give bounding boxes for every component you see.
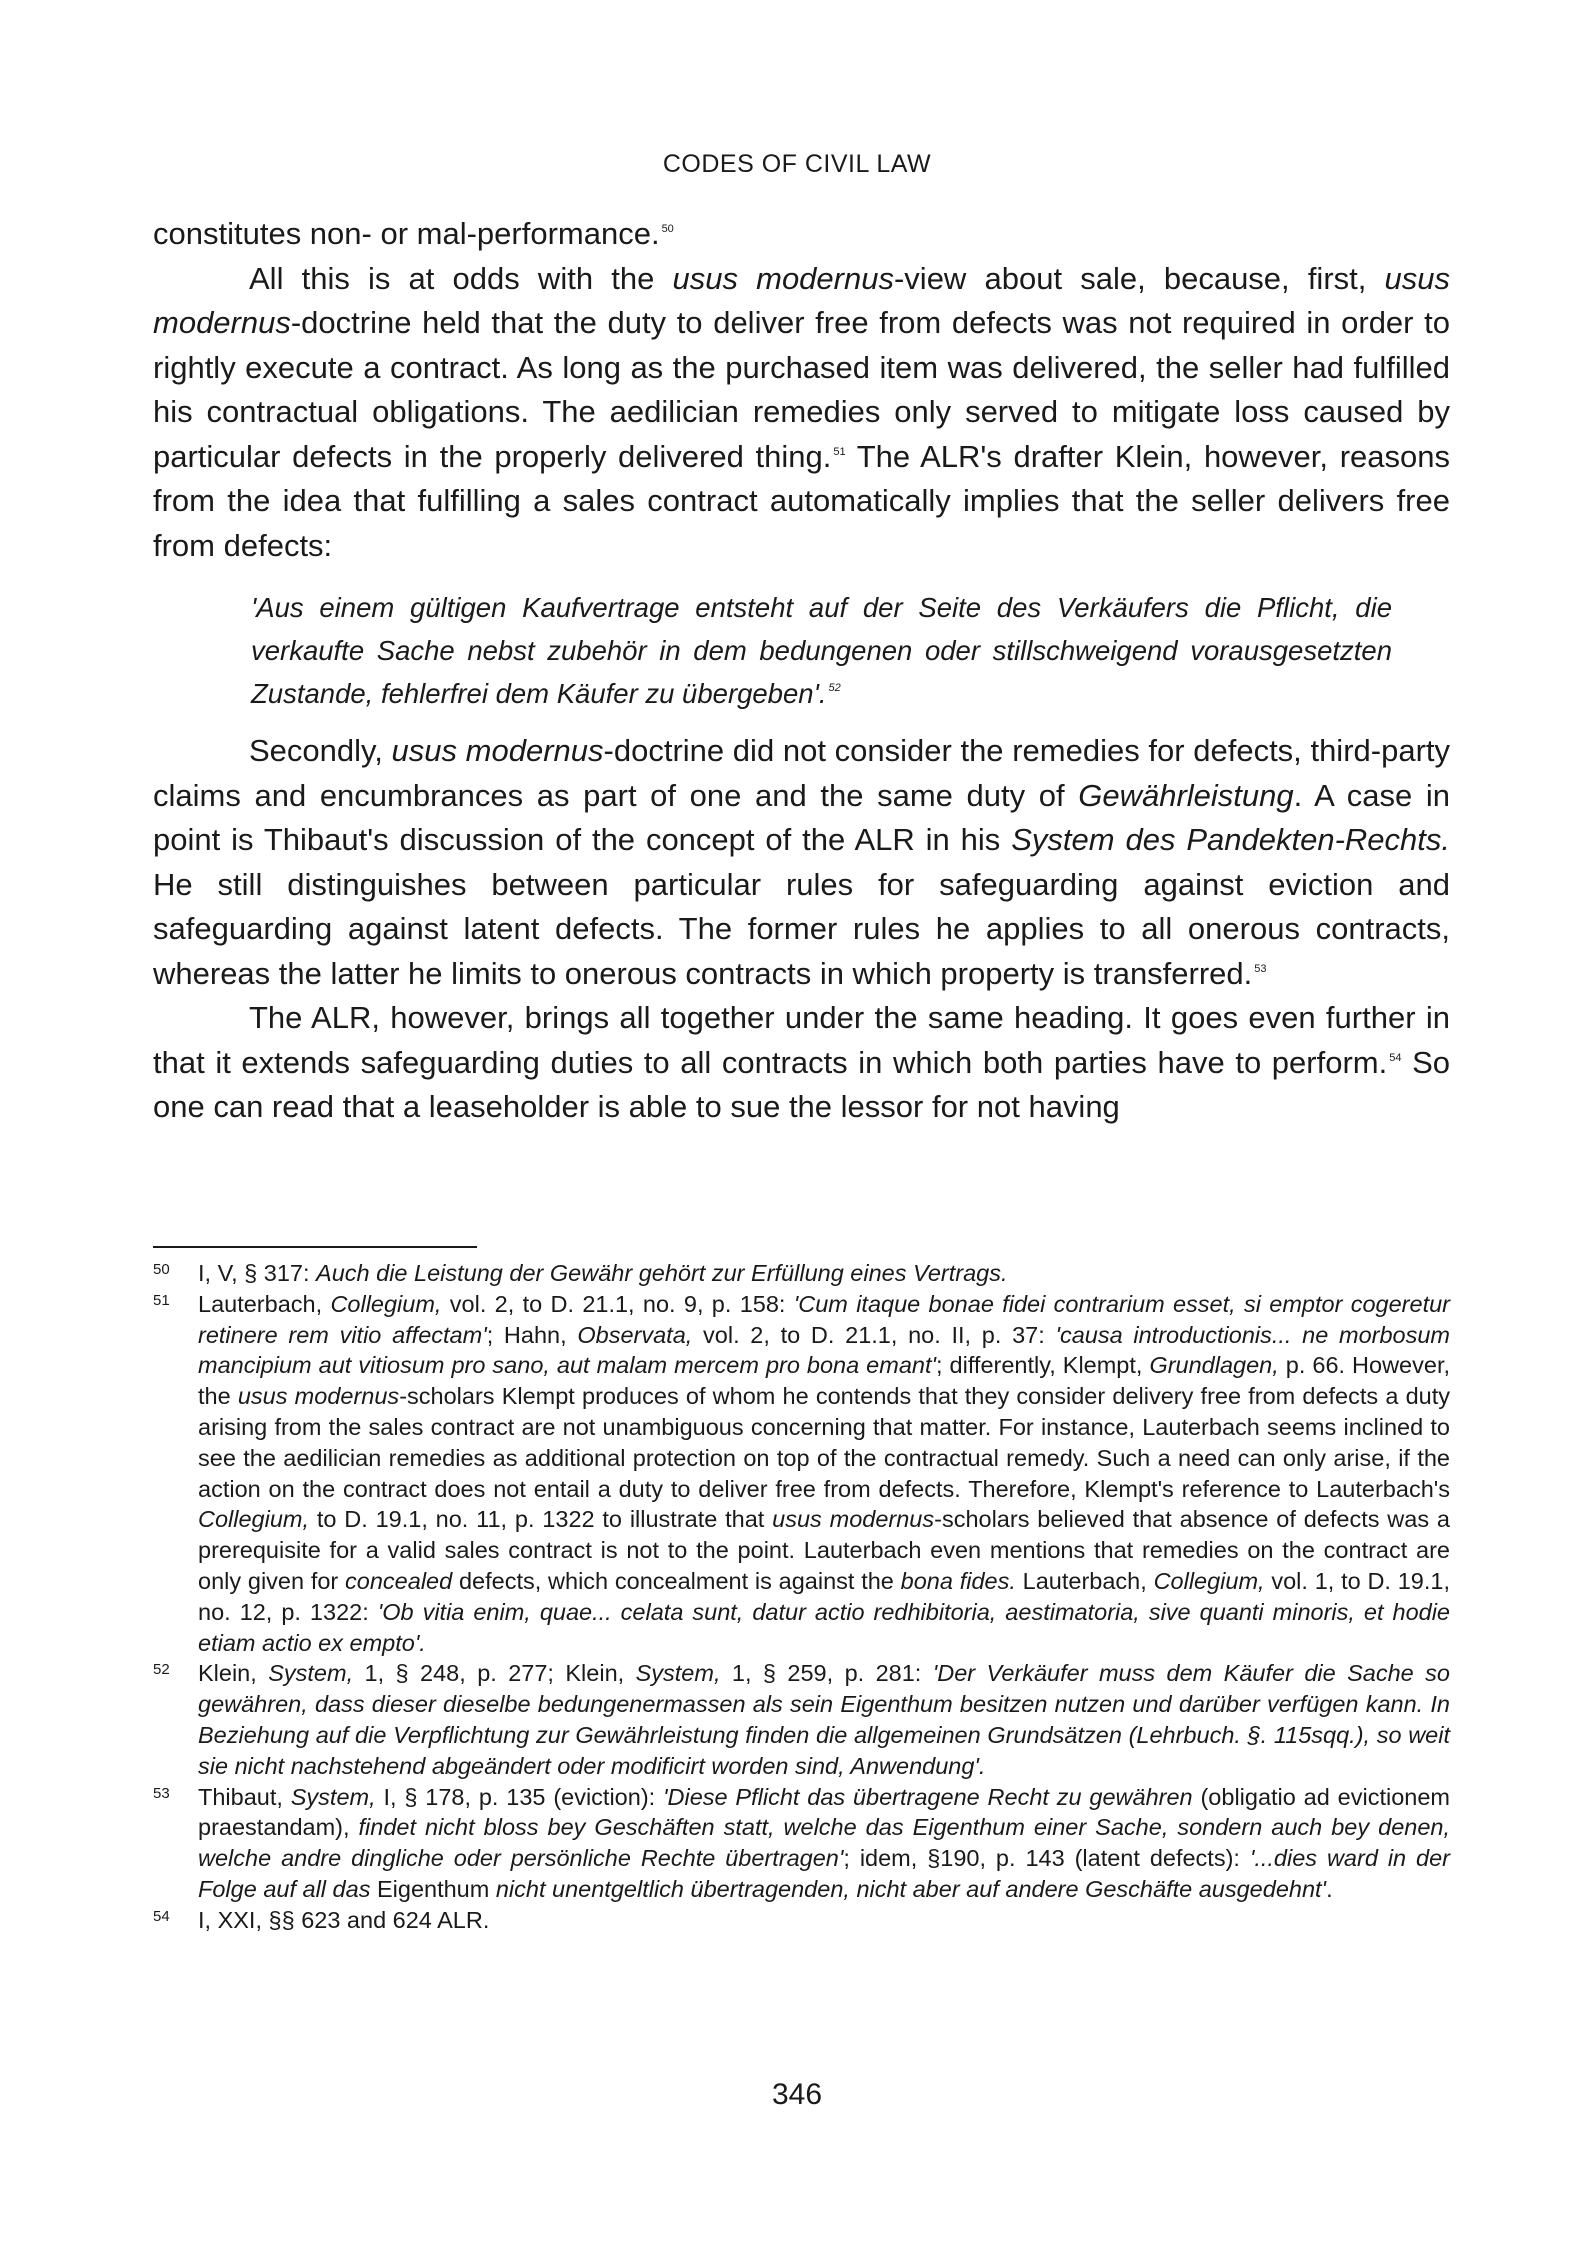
footnote-52: 52 Klein, System, 1, § 248, p. 277; Klein, System, 1, § 259, p. 281: 'Der Verkäufer muss dem Käufer die Sache so gewähren, dass dieser dieselbe bedungenermassen als sein Eigenthum besitzen nutzen und darüber verfügen kann. In Beziehung auf die Verpflichtung zur Gewährleistung finden die allgemeinen Grundsätzen (Lehrbuch. §. 115sqq.), so weit sie nicht nachstehend abgeändert oder modificirt worden sind, Anwendung'. [153,1660,1450,1779]
footnote-number: 53 [153,1784,170,1802]
footnote-ref-51[interactable]: 51 [833,445,846,458]
footnote-51: 51 Lauterbach, Collegium, vol. 2, to D. 21.1, no. 9, p. 158: 'Cum itaque bonae fidei contrarium esset, si emptor cogeretur retinere rem vitio affectam'; Hahn, Observata, vol. 2, to D. 21.1, no. II, p. 37: 'causa introductionis... ne morbosum mancipium aut vitiosum pro sano, aut malam mercem pro bona emant'; differently, Klempt, Grundlagen, p. 66. However, the usus modernus-scholars Klempt produces of whom he contends that they consider delivery free from defects a duty arising from the sales contract are not unambiguous concerning that matter. For instance, Lauterbach seems inclined to see the aedilician remedies as additional protection on top of the contractual remedy. Such a need can only arise, if the action on the contract does not entail a duty to deliver free from defects. Therefore, Klempt's reference to Lauterbach's Collegium, to D. 19.1, no. 11, p. 1322 to illustrate that usus modernus-scholars believed that absence of defects was a prerequisite for a valid sales contract is not to the point. Lauterbach even mentions that remedies on the contract are only given for concealed defects, which concealment is against the bona fides. Lauterbach, Collegium, vol. 1, to D. 19.1, no. 12, p. 1322: 'Ob vitia enim, quae... celata sunt, datur actio redhibitoria, aestimatoria, sive quanti minoris, et hodie etiam actio ex empto'. [153,1290,1451,1656]
running-header: CODES OF CIVIL LAW [662,150,932,178]
footnote-ref-50[interactable]: 50 [661,223,674,235]
footnote-number: 54 [153,1907,170,1925]
footnote-ref-54[interactable]: 54 [1389,1051,1402,1064]
block-quote: 'Aus einem gültigen Kaufvertrage entsteht auf der Seite des Verkäufers die Pflicht, die verkaufte Sache nebst zubehör in dem bedungenen oder stillschweigend vorausgesetzten Zustande, fehlerfrei dem Käufer zu übergeben'. $^{52}$ [251,592,1392,709]
footnotes [153,1258,1450,1936]
footnote-ref-53[interactable]: 53 [1254,962,1267,975]
page-number: 346 [771,2078,823,2111]
footnote-divider [153,1246,477,1248]
footnote-number: 52 [153,1661,170,1679]
paragraph-alr-heading: The ALR, however, brings all together under the same heading. It goes even further in that it extends safeguarding duties to all contracts in which both parties have to perform. $^{54}$ So one can read that a leaseholder is able to sue the lessor for not having [153,1000,1450,1124]
footnote-50: 50 I, V, § 317: Auch die Leistung der Gewähr gehört zur Erfüllung eines Vertrags. [153,1260,1008,1286]
footnote-53: 53 Thibaut, System, I, § 178, p. 135 (eviction): 'Diese Pflicht das übertragene Recht zu gewähren (obligatio ad evictionem praestandam), findet nicht bloss bey Geschäften statt, welche das Eigenthum einer Sache, sondern auch bey denen, welche andre dingliche oder persönliche Rechte übertragen'; idem, §190, p. 143 (latent defects): '...dies ward in der Folge auf all das Eigenthum nicht unentgeltlich übertragenden, nicht aber auf andere Geschäfte ausgedehnt'. [153,1783,1450,1902]
paragraph-continuation: constitutes non- or mal-performance. $^{50}$ [153,216,674,251]
main-text [153,212,1450,1130]
paragraph-usus-modernus: All this is at odds with the usus modernus-view about sale, because, first, usus modernus-doctrine held that the duty to deliver free from defects was not required in order to rightly execute a contract. As long as the purchased item was delivered, the seller had fulfilled his contractual obligations. The aedilician remedies only served to mitigate loss caused by particular defects in the properly delivered thing. $^{51}$ The ALR's drafter Klein, however, reasons from the idea that fulfilling a sales contract automatically implies that the seller delivers free from defects: [153,260,1451,563]
footnote-number: 51 [153,1291,170,1309]
footnote-number: 50 [153,1261,170,1278]
paragraph-secondly: Secondly, usus modernus-doctrine did not consider the remedies for defects, third-party claims and encumbrances as part of one and the same duty of Gewährleistung. A case in point is Thibaut's discussion of the concept of the ALR in his System des Pandekten-Rechts. He still distinguishes between particular rules for safeguarding against eviction and safeguarding against latent defects. The former rules he applies to all onerous contracts, whereas the latter he limits to onerous contracts in which property is transferred. $^{53}$ [153,733,1451,991]
footnote-54: 54 I, XXI, §§ 623 and 624 ALR. [153,1906,490,1933]
footnote-ref-52[interactable]: 52 [828,682,841,694]
